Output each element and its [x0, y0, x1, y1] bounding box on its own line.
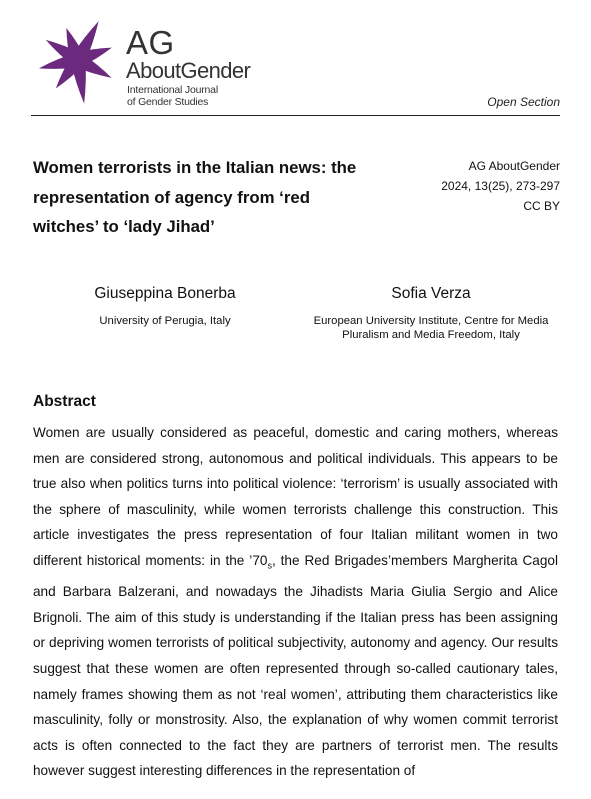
author-affiliation: European University Institute, Centre for Media Pluralism and Media Freedom, Italy: [313, 315, 549, 341]
journal-info: [441, 156, 560, 216]
journal-logo: [34, 14, 274, 114]
abstract-text-part: Women are usually considered as peaceful, domestic and caring mothers, whereas men are considered strong, autonomous and political individuals. This appears to be true also when politics turns into political violence: ‘terrorism’ is usually associated with the sphere of masculinity, while women terrorists challenge this construction. This article investigates the press representation of four Italian militant women in two different historical moments: in the ’70: [33, 425, 558, 568]
star-center: [67, 49, 89, 71]
header-divider: [31, 115, 560, 116]
author-name: Sofia Verza: [391, 285, 471, 302]
abstract-text: [33, 420, 558, 784]
abstract-heading: Abstract: [33, 393, 96, 410]
journal-name: AG AboutGender: [468, 159, 560, 173]
logo-subtitle-line: International Journal: [127, 84, 218, 96]
author-affiliation: University of Perugia, Italy: [99, 315, 231, 327]
logo-subtitle: [127, 84, 218, 108]
journal-citation: 2024, 13(25), 273-297: [441, 179, 560, 193]
license-label: CC BY: [523, 199, 560, 213]
author-block: [300, 284, 562, 342]
logo-subtitle-line: of Gender Studies: [127, 96, 209, 108]
article-title: Women terrorists in the Italian news: the representation of agency from ‘red witches’ to ‘lady Jihad’: [33, 158, 357, 236]
abstract-subscript: s: [267, 560, 272, 571]
star-logo-icon: [34, 14, 126, 110]
section-label: Open Section: [487, 95, 560, 109]
author-block: [60, 284, 270, 328]
logo-ag-text: AG: [126, 24, 175, 61]
logo-brand-text: AboutGender: [126, 58, 251, 83]
author-name: Giuseppina Bonerba: [94, 285, 236, 302]
abstract-text-part: , the Red Brigades’members Margherita Cagol and Barbara Balzerani, and nowadays the Jihadists Maria Giulia Sergio and Alice Brignoli. The aim of this study is understanding if the Italian press has been assigning or depriving women terrorists of political subjectivity, autonomy and agency. Our results suggest that these women are often represented through so-called cautionary tales, namely frames showing them as not ‘real women’, attributing them characteristics like masculinity, folly or monstrosity. Also, the explanation of why women commit terrorist acts is often connected to the fact they are partners of terrorist men. The results however suggest interesting differences in the representation of: [33, 552, 558, 779]
